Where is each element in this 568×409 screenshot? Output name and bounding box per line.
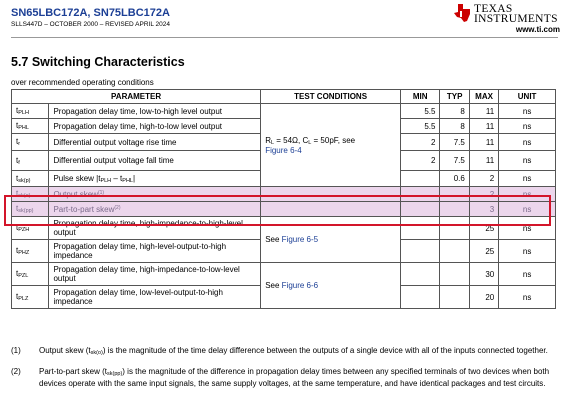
table-row bbox=[12, 104, 556, 119]
header-typ: TYP bbox=[440, 90, 469, 104]
value-typ bbox=[440, 263, 469, 286]
value-min bbox=[400, 187, 440, 202]
param-description: Output skew$^{(1)}$ bbox=[49, 187, 261, 202]
footnote-2 bbox=[11, 367, 556, 389]
header-parameter: PARAMETER bbox=[12, 90, 261, 104]
test-conditions-2: See Figure 6-5 bbox=[261, 217, 401, 263]
value-min bbox=[400, 171, 440, 187]
header-test-conditions: TEST CONDITIONS bbox=[261, 90, 401, 104]
param-symbol: $t_{PZL}$ bbox=[12, 263, 49, 286]
value-min: 5.5 bbox=[400, 119, 440, 134]
value-unit: ns bbox=[499, 187, 556, 202]
value-max: 11 bbox=[469, 119, 498, 134]
header-divider bbox=[11, 37, 558, 38]
value-max: 3 bbox=[469, 202, 498, 217]
value-max: 11 bbox=[469, 134, 498, 151]
document-id: SLLS447D – OCTOBER 2000 – REVISED APRIL 2024 bbox=[11, 21, 170, 28]
texas-state-icon bbox=[452, 3, 472, 23]
ti-logo bbox=[452, 3, 564, 27]
param-description: Part-to-part skew$^{(2)}$ bbox=[49, 202, 261, 217]
param-description: Propagation delay time, high-impedance-to-low-level output bbox=[49, 263, 261, 286]
test-conditions-empty bbox=[261, 202, 401, 217]
value-typ bbox=[440, 240, 469, 263]
value-unit: ns bbox=[499, 119, 556, 134]
param-symbol: $t_{sk(o)}$ bbox=[12, 187, 49, 202]
footnote-text: Part-to-part skew $(t_{sk(pp)})$ is the magnitude of the difference in propagation delay times between any specified terminals of two devices when both devices operate with the same input signals, the same supply voltages, at the same temperature, and have identical packages and test circuits. bbox=[39, 367, 550, 388]
value-min: 2 bbox=[400, 151, 440, 171]
footnote-text: Output skew $(t_{sk(o)})$ is the magnitude of the time delay difference between the outputs of a single device with all of the inputs connected together. bbox=[39, 346, 548, 356]
table-row bbox=[12, 263, 556, 286]
param-description: Pulse skew $|t_{PLH} - t_{PHL}|$ bbox=[49, 171, 261, 187]
param-symbol: $t_{sk(pp)}$ bbox=[12, 202, 49, 217]
param-symbol: $t_{sk(p)}$ bbox=[12, 171, 49, 187]
param-description: Propagation delay time, high-to-low level output bbox=[49, 119, 261, 134]
test-conditions-empty bbox=[261, 187, 401, 202]
table-header-row bbox=[12, 90, 556, 104]
value-min: 5.5 bbox=[400, 104, 440, 119]
value-typ bbox=[440, 217, 469, 240]
document-title: SN65LBC172A, SN75LBC172A bbox=[11, 7, 170, 19]
header-max: MAX bbox=[469, 90, 498, 104]
param-symbol: $t_{PHZ}$ bbox=[12, 240, 49, 263]
value-max: 2 bbox=[469, 187, 498, 202]
figure-link[interactable]: Figure 6-5 bbox=[281, 235, 319, 244]
value-max: 2 bbox=[469, 171, 498, 187]
value-typ bbox=[440, 187, 469, 202]
header-unit: UNIT bbox=[499, 90, 556, 104]
value-min: 2 bbox=[400, 134, 440, 151]
param-description: Differential output voltage fall time bbox=[49, 151, 261, 171]
figure-link[interactable]: Figure 6-6 bbox=[281, 281, 319, 290]
value-max: 11 bbox=[469, 151, 498, 171]
logo-text-texas: TEXAS bbox=[474, 3, 513, 15]
param-description: Propagation delay time, high-level-output-to-high impedance bbox=[49, 240, 261, 263]
logo-text-instruments: INSTRUMENTS bbox=[474, 13, 558, 25]
value-unit: ns bbox=[499, 240, 556, 263]
value-unit: ns bbox=[499, 263, 556, 286]
value-min bbox=[400, 263, 440, 286]
value-typ bbox=[440, 286, 469, 309]
value-typ bbox=[440, 202, 469, 217]
value-max: 11 bbox=[469, 104, 498, 119]
table-row-highlighted bbox=[12, 202, 556, 217]
value-unit: ns bbox=[499, 134, 556, 151]
value-unit: ns bbox=[499, 104, 556, 119]
value-typ: 0.6 bbox=[440, 171, 469, 187]
param-description: Propagation delay time, low-level-output-to-high impedance bbox=[49, 286, 261, 309]
section-title: 5.7 Switching Characteristics bbox=[11, 55, 185, 69]
test-conditions-1: $R_L = 54\Omega$, $C_L = 50pF$, see Figure 6-4 bbox=[261, 104, 401, 187]
value-min bbox=[400, 217, 440, 240]
value-unit: ns bbox=[499, 171, 556, 187]
table-row bbox=[12, 217, 556, 240]
value-typ: 7.5 bbox=[440, 134, 469, 151]
figure-link[interactable]: Figure 6-4 bbox=[265, 145, 302, 155]
switching-characteristics-table bbox=[11, 89, 556, 309]
value-max: 20 bbox=[469, 286, 498, 309]
param-description: Differential output voltage rise time bbox=[49, 134, 261, 151]
section-conditions: over recommended operating conditions bbox=[11, 78, 154, 87]
value-min bbox=[400, 240, 440, 263]
value-min bbox=[400, 202, 440, 217]
value-max: 30 bbox=[469, 263, 498, 286]
value-max: 25 bbox=[469, 240, 498, 263]
value-typ: 8 bbox=[440, 104, 469, 119]
footnote-ref[interactable]: (2) bbox=[114, 204, 121, 211]
value-typ: 7.5 bbox=[440, 151, 469, 171]
param-symbol: $t_{PHL}$ bbox=[12, 119, 49, 134]
param-symbol: $t_r$ bbox=[12, 134, 49, 151]
param-description: Propagation delay time, high-impedance-to-high-level output bbox=[49, 217, 261, 240]
value-max: 25 bbox=[469, 217, 498, 240]
param-symbol: $t_{PZH}$ bbox=[12, 217, 49, 240]
param-symbol: $t_{PLZ}$ bbox=[12, 286, 49, 309]
value-unit: ns bbox=[499, 202, 556, 217]
test-conditions-3: See Figure 6-6 bbox=[261, 263, 401, 309]
header-min: MIN bbox=[400, 90, 440, 104]
value-unit: ns bbox=[499, 217, 556, 240]
param-description: Propagation delay time, low-to-high level output bbox=[49, 104, 261, 119]
footnote-mark: (2) bbox=[11, 367, 21, 376]
footnote-1 bbox=[11, 346, 556, 358]
param-symbol: $t_{PLH}$ bbox=[12, 104, 49, 119]
website-link[interactable]: www.ti.com bbox=[515, 25, 560, 34]
value-typ: 8 bbox=[440, 119, 469, 134]
footnote-mark: (1) bbox=[11, 346, 21, 355]
param-symbol: $t_f$ bbox=[12, 151, 49, 171]
table-row-highlighted bbox=[12, 187, 556, 202]
value-unit: ns bbox=[499, 151, 556, 171]
value-unit: ns bbox=[499, 286, 556, 309]
value-min bbox=[400, 286, 440, 309]
footnote-ref[interactable]: (1) bbox=[97, 189, 105, 196]
